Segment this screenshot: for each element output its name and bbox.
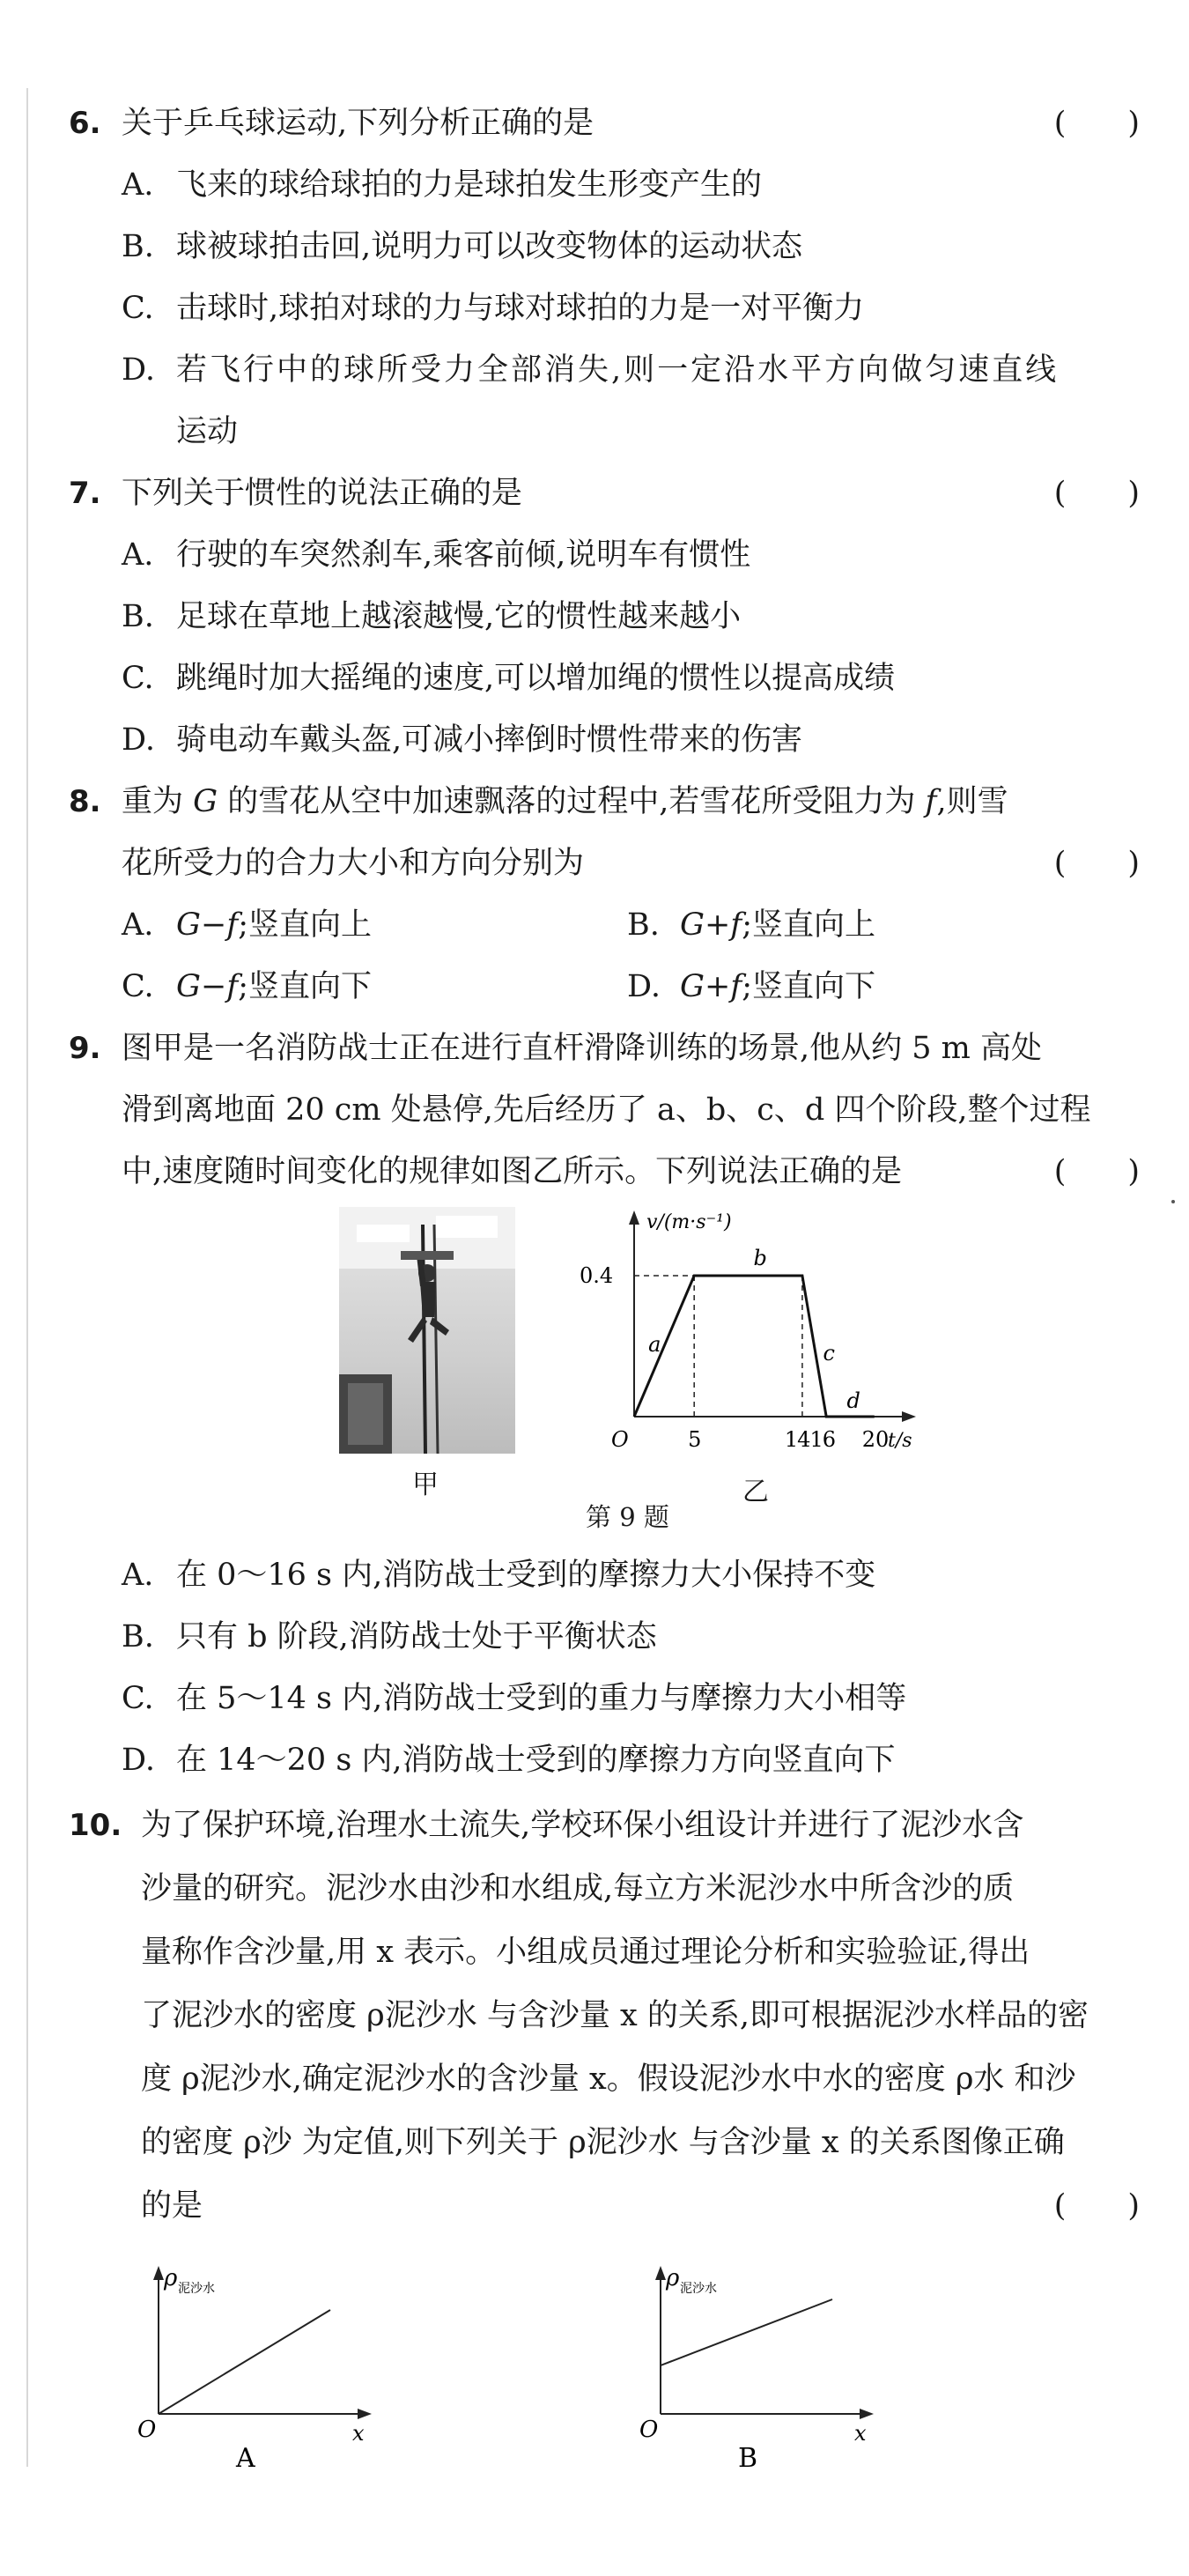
velocity-time-chart <box>568 1205 938 1487</box>
option-letter: A. <box>122 537 154 573</box>
origin-label: O <box>611 1427 629 1452</box>
option-letter: C. <box>122 661 154 696</box>
question-stem-cont: 的是 <box>141 2188 203 2224</box>
option-letter: B. <box>122 1619 154 1654</box>
question-stem-cont: 的密度 ρ沙 为定值,则下列关于 ρ泥沙水 与含沙量 x 的关系图像正确 <box>141 2125 1065 2160</box>
option-text: 跳绳时加大摇绳的速度,可以增加绳的惯性以提高成绩 <box>176 661 896 696</box>
segment-label-d: d <box>846 1388 860 1413</box>
option-text: G+f;竖直向上 <box>680 907 876 943</box>
question-number: 9. <box>69 1031 101 1066</box>
option-text: 球被球拍击回,说明力可以改变物体的运动状态 <box>176 229 803 264</box>
option-letter: B. <box>122 599 154 634</box>
stray-dot <box>1171 1200 1175 1203</box>
answer-paren: ( ) <box>1053 846 1140 881</box>
option-letter: C. <box>122 291 154 326</box>
option-letter: A. <box>122 1558 154 1593</box>
page-margin-rule <box>26 88 28 2467</box>
option-letter: D. <box>122 352 155 388</box>
x-tick-label: 20 <box>861 1427 890 1452</box>
option-text: G+f;竖直向下 <box>680 969 876 1004</box>
graph-b-line <box>661 2299 832 2365</box>
graph-b-origin: O <box>639 2417 659 2443</box>
option-text: G−f;竖直向下 <box>176 969 373 1004</box>
answer-paren: ( ) <box>1053 2188 1140 2224</box>
graph-a-line <box>159 2310 330 2414</box>
question-stem-cont: 了泥沙水的密度 ρ泥沙水 与含沙量 x 的关系,即可根据泥沙水样品的密 <box>141 1998 1089 2033</box>
option-letter: B. <box>122 229 154 264</box>
graph-option-a <box>132 2255 396 2484</box>
option-letter: D. <box>122 1743 155 1778</box>
question-stem-cont: 度 ρ泥沙水,确定泥沙水的含沙量 x。假设泥沙水中水的密度 ρ水 和沙 <box>141 2062 1076 2097</box>
graph-a-x-label: x <box>352 2421 365 2446</box>
option-letter: C. <box>122 1681 154 1716</box>
question-stem: 图甲是一名消防战士正在进行直杆滑降训练的场景,他从约 5 m 高处 <box>122 1031 1042 1066</box>
question-number: 8. <box>69 784 101 819</box>
figure-jia-label: 甲 <box>412 1469 439 1500</box>
option-letter: A. <box>122 907 154 943</box>
question-number: 7. <box>69 476 101 511</box>
segment-label-a: a <box>648 1332 661 1357</box>
option-text: 在 14～20 s 内,消防战士受到的摩擦力方向竖直向下 <box>176 1743 896 1778</box>
y-axis-arrow <box>629 1210 639 1225</box>
x-tick-label: 5 <box>688 1427 702 1452</box>
graph-a-y-arrow <box>153 2266 164 2280</box>
option-letter: A. <box>122 167 154 203</box>
graph-a-origin: O <box>137 2417 157 2443</box>
option-text: 若飞行中的球所受力全部消失,则一定沿水平方向做匀速直线 <box>176 352 1060 388</box>
x-axis-label: t/s <box>888 1430 912 1452</box>
answer-paren: ( ) <box>1053 1154 1140 1189</box>
option-text: 行驶的车突然刹车,乘客前倾,说明车有惯性 <box>176 537 751 573</box>
graph-a-x-arrow <box>358 2409 372 2419</box>
graph-a-y-symbol: ρ <box>164 2265 178 2291</box>
graph-b-x-arrow <box>860 2409 874 2419</box>
y-axis-label: v/(m·s⁻¹) <box>646 1211 732 1233</box>
option-text: 只有 b 阶段,消防战士处于平衡状态 <box>176 1619 657 1654</box>
segment-label-b: b <box>753 1246 767 1270</box>
question-stem: 关于乒乓球运动,下列分析正确的是 <box>122 106 594 141</box>
question-stem-cont: 滑到离地面 20 cm 处悬停,先后经历了 a、b、c、d 四个阶段,整个过程 <box>122 1092 1091 1128</box>
question-stem-cont: 中,速度随时间变化的规律如图乙所示。下列说法正确的是 <box>122 1154 903 1189</box>
x-axis-arrow <box>902 1411 916 1422</box>
graph-a-y-sub: 泥沙水 <box>178 2282 215 2296</box>
velocity-series-line <box>634 1276 875 1417</box>
answer-paren: ( ) <box>1053 476 1140 511</box>
graph-b-option-label: B <box>738 2443 758 2474</box>
graph-b-x-label: x <box>854 2421 867 2446</box>
answer-paren: ( ) <box>1053 106 1140 141</box>
option-letter: B. <box>627 907 660 943</box>
graph-b-y-arrow <box>655 2266 666 2280</box>
option-text: 足球在草地上越滚越慢,它的惯性越来越小 <box>176 599 742 634</box>
question-number: 6. <box>69 106 101 141</box>
firefighter-photo-illustration <box>339 1207 515 1454</box>
question-stem-cont: 量称作含沙量,用 x 表示。小组成员通过理论分析和实验验证,得出 <box>141 1935 1030 1970</box>
option-text: 飞来的球给球拍的力是球拍发生形变产生的 <box>176 167 763 203</box>
option-text: 在 0～16 s 内,消防战士受到的摩擦力大小保持不变 <box>176 1558 876 1593</box>
graph-b-y-sub: 泥沙水 <box>680 2282 717 2296</box>
graph-b-y-symbol: ρ <box>666 2265 680 2291</box>
x-tick-label: 1416 <box>784 1427 835 1452</box>
question-stem-cont: 沙量的研究。泥沙水由沙和水组成,每立方米泥沙水中所含沙的质 <box>141 1871 1015 1906</box>
figure-yi-label: 乙 <box>742 1477 769 1507</box>
option-letter: D. <box>122 722 155 758</box>
option-text: 在 5～14 s 内,消防战士受到的重力与摩擦力大小相等 <box>176 1681 907 1716</box>
question-stem-cont: 花所受力的合力大小和方向分别为 <box>122 846 585 881</box>
question-stem: 下列关于惯性的说法正确的是 <box>122 476 523 511</box>
question-number: 10. <box>69 1808 122 1843</box>
option-text: G−f;竖直向上 <box>176 907 373 943</box>
question-stem: 为了保护环境,治理水土流失,学校环保小组设计并进行了泥沙水含 <box>141 1808 1024 1843</box>
graph-option-b <box>634 2255 898 2484</box>
option-text-continued: 运动 <box>176 414 239 449</box>
segment-label-c: c <box>823 1341 835 1366</box>
figure-caption: 第 9 题 <box>586 1502 669 1532</box>
option-text: 骑电动车戴头盔,可减小摔倒时惯性带来的伤害 <box>176 722 803 758</box>
graph-a-option-label: A <box>236 2443 255 2474</box>
option-text: 击球时,球拍对球的力与球对球拍的力是一对平衡力 <box>176 291 865 326</box>
y-tick-label: 0.4 <box>580 1263 614 1288</box>
question-stem: 重为 G 的雪花从空中加速飘落的过程中,若雪花所受阻力为 f,则雪 <box>122 784 1008 819</box>
option-letter: C. <box>122 969 154 1004</box>
firefighter-photo <box>339 1207 515 1454</box>
option-letter: D. <box>627 969 661 1004</box>
